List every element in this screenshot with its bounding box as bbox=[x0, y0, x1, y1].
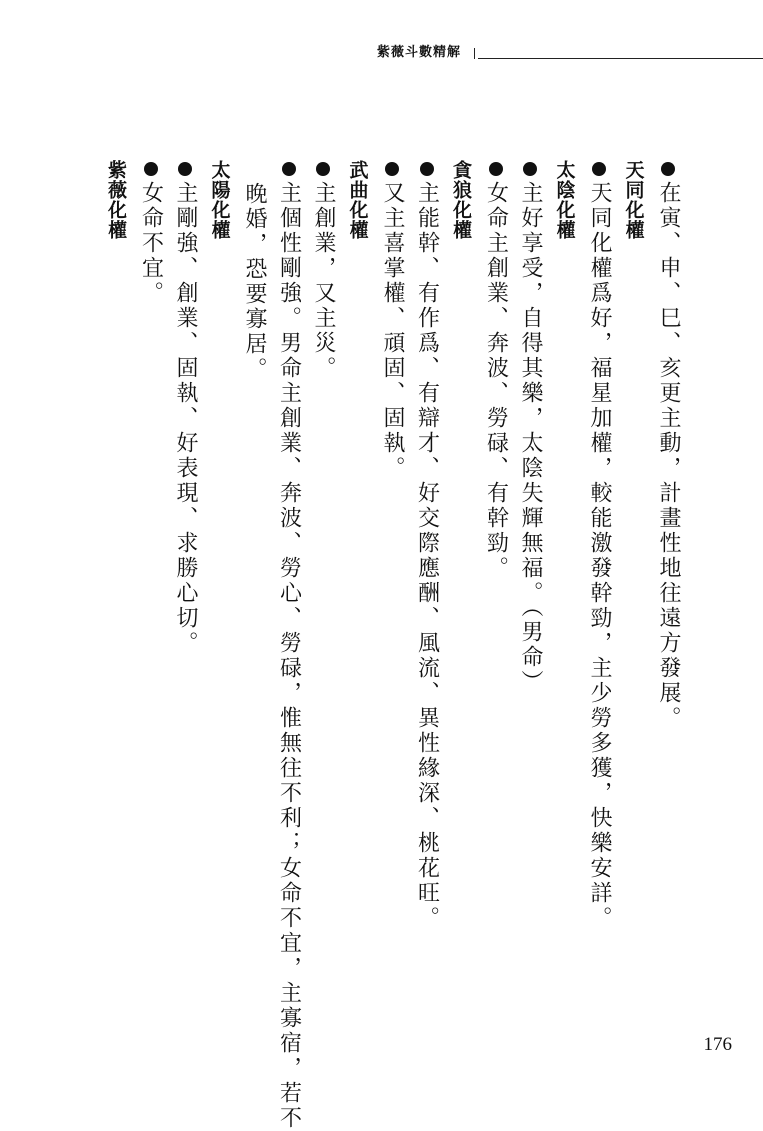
text-line: 主能幹、有作爲、有辯才、好交際應酬、風流、異性緣深、桃花旺。 bbox=[409, 160, 444, 1030]
bullet-icon bbox=[178, 162, 192, 176]
section-heading: 武曲化權 bbox=[346, 160, 369, 240]
text-line: 主創業，又主災。 bbox=[306, 160, 341, 1030]
text-line: 主好享受，自得其樂，太陰失輝無福。（男命） bbox=[513, 160, 548, 1030]
bullet-icon bbox=[489, 162, 503, 176]
bullet-icon bbox=[661, 162, 675, 176]
bullet-icon bbox=[420, 162, 434, 176]
text-line: 女命主創業、奔波、勞碌、有幹勁。 bbox=[478, 160, 513, 1030]
bullet-icon bbox=[592, 162, 606, 176]
text-line: 在寅、申、巳、亥更主動，計畫性地往遠方發展。 bbox=[651, 160, 686, 1030]
page-number: 176 bbox=[703, 1034, 732, 1055]
text-line: 主個性剛強。男命主創業、奔波、勞心、勞碌，惟無往不利；女命不宜，主寡宿，若不 bbox=[271, 160, 306, 1030]
text-line-continuation: 晚婚，恐要寡居。 bbox=[242, 182, 267, 382]
running-header-title: 紫薇斗數精解 bbox=[376, 45, 461, 60]
section-heading: 紫薇化權 bbox=[105, 160, 127, 240]
bullet-icon bbox=[523, 162, 537, 176]
bullet-icon bbox=[316, 162, 330, 176]
bullet-icon bbox=[385, 162, 399, 176]
bullet-icon bbox=[144, 162, 158, 176]
text-line: 又主喜掌權、頑固、固執。 bbox=[375, 160, 410, 1030]
text-line: 天同化權爲好，福星加權，較能激發幹勁，主少勞多獲，快樂安詳。 bbox=[582, 160, 617, 1030]
vertical-text-body bbox=[99, 160, 686, 1131]
text-line: 女命不宜。 bbox=[133, 160, 168, 1030]
header-rule bbox=[478, 58, 763, 59]
section-heading: 貪狼化權 bbox=[450, 160, 472, 240]
section-heading: 太陰化權 bbox=[553, 160, 576, 240]
text-line: 主剛強、創業、固執、好表現、求勝心切。 bbox=[168, 160, 203, 1030]
section-heading: 天同化權 bbox=[622, 160, 645, 240]
bullet-icon bbox=[282, 162, 296, 176]
section-heading: 太陽化權 bbox=[208, 160, 231, 240]
